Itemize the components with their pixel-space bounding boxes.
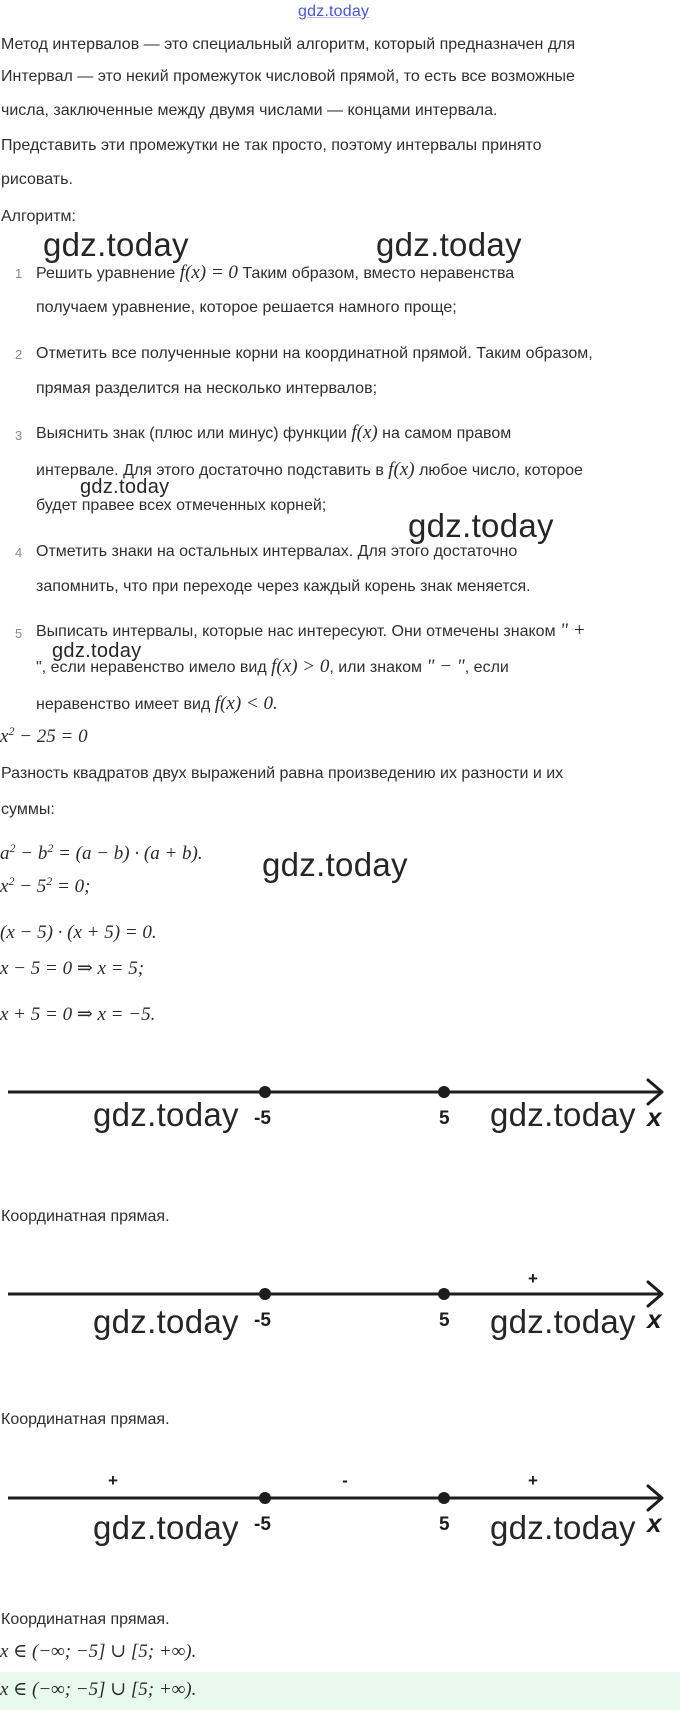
list-number: 4 <box>15 545 23 560</box>
watermark: gdz.today <box>262 846 408 883</box>
list-item-text: на самом правом <box>382 425 512 442</box>
interval-sign: + <box>528 1269 538 1288</box>
math-expression: " + <box>560 620 586 641</box>
intro-line-5: рисовать. <box>1 171 73 188</box>
root-point <box>438 1492 450 1504</box>
watermark: gdz.today <box>43 226 189 263</box>
list-item-text: Выяснить знак (плюс или минус) функции <box>36 425 347 442</box>
list-item-text: Выписать интервалы, которые нас интересуют. Они отмечены знаком <box>36 623 556 640</box>
intro-line-2: Интервал — это некий промежуток числовой прямой, то есть все возможные <box>1 68 575 85</box>
list-item-2-line-1: Отметить все полученные корни на координатной прямой. Таким образом, <box>36 345 593 362</box>
list-number: 2 <box>15 347 23 362</box>
root-point <box>259 1492 271 1504</box>
watermark: gdz.today <box>490 1509 636 1546</box>
axis-variable-label: x <box>647 1304 662 1334</box>
intro-line-1: Метод интервалов — это специальный алгоритм, который предназначен для <box>1 36 576 53</box>
step-2: (x − 5) · (x + 5) = 0. <box>0 922 157 943</box>
list-item-5-line-2 <box>36 657 509 678</box>
root-label: 5 <box>439 1108 450 1129</box>
list-item-2-line-2: прямая разделится на несколько интервалов; <box>36 380 378 397</box>
watermark: gdz.today <box>52 640 142 662</box>
list-item-5-line-3 <box>36 694 278 715</box>
list-item-text: , если <box>464 659 509 676</box>
intro-line-4: Представить эти промежутки не так просто, поэтому интервалы принято <box>1 137 542 154</box>
interval-sign: - <box>342 1471 348 1490</box>
list-item-4-line-1: Отметить знаки на остальных интервалах. Для этого достаточно <box>36 543 518 560</box>
root-point <box>259 1086 271 1098</box>
watermark: gdz.today <box>490 1096 636 1133</box>
formula-difference-of-squares: $a^2 - b^2 = (a - b) \cdot (a + b)$. <box>0 841 203 864</box>
root-point <box>259 1288 271 1300</box>
number-line-caption: Координатная прямая. <box>1 1411 170 1428</box>
list-item-1-line-1 <box>36 263 514 284</box>
watermark: gdz.today <box>490 1303 636 1340</box>
step-1: $x^2 - 5^2 = 0$; <box>0 874 91 897</box>
interval-sign: + <box>528 1471 538 1490</box>
math-expression: f(x) <box>388 459 415 480</box>
root-label: 5 <box>439 1514 450 1535</box>
interval-sign: + <box>108 1471 118 1490</box>
list-item-text: , или знаком <box>329 659 423 676</box>
watermark: gdz.today <box>93 1096 239 1133</box>
step-4: x + 5 = 0 ⇒ x = −5. <box>0 1004 156 1025</box>
root-label: -5 <box>254 1108 271 1129</box>
number-line-caption: Координатная прямая. <box>1 1611 170 1628</box>
intro-line-3: числа, заключенные между двумя числами — концами интервала. <box>1 102 498 119</box>
list-item-text: любое число, которое <box>419 462 583 479</box>
math-expression: f(x) < 0. <box>214 693 278 714</box>
list-number: 1 <box>15 266 23 281</box>
watermark: gdz.today <box>408 507 554 544</box>
answer-line-2: x ∈ (−∞; −5] ∪ [5; +∞). <box>0 1679 197 1700</box>
list-item-text: неравенство имеет вид <box>36 696 211 713</box>
math-expression: f(x) <box>351 422 378 443</box>
rule-line-2: суммы: <box>1 801 55 818</box>
watermark: gdz.today <box>93 1303 239 1340</box>
axis-variable-label: x <box>647 1508 662 1538</box>
math-expression: f(x) > 0 <box>271 656 330 677</box>
list-item-text: Решить уравнение <box>36 265 176 282</box>
list-item-text: ", если неравенство имело вид <box>36 659 267 676</box>
math-expression: f(x) = 0 <box>179 262 238 283</box>
list-item-3-line-1 <box>36 423 511 444</box>
list-item-1-line-2: получаем уравнение, которое решается намного проще; <box>36 299 457 316</box>
algorithm-title: Алгоритм: <box>1 208 76 225</box>
site-logo[interactable]: gdz.today <box>298 3 370 20</box>
list-item-3-line-3: будет правее всех отмеченных корней; <box>36 497 327 514</box>
root-point <box>438 1288 450 1300</box>
math-expression: " − " <box>426 656 465 677</box>
list-item-4-line-2: запомнить, что при переходе через каждый корень знак меняется. <box>36 578 531 595</box>
watermark: gdz.today <box>376 226 522 263</box>
list-item-5-line-1 <box>36 621 586 642</box>
axis-variable-label: x <box>647 1102 662 1132</box>
number-line-caption: Координатная прямая. <box>1 1208 170 1225</box>
root-label: -5 <box>254 1310 271 1331</box>
list-item-text: Таким образом, вместо неравенства <box>242 265 515 282</box>
list-item-text: интервале. Для этого достаточно подставить в <box>36 462 384 479</box>
step-3: x − 5 = 0 ⇒ x = 5; <box>0 958 145 979</box>
answer-line-1: x ∈ (−∞; −5] ∪ [5; +∞). <box>0 1641 197 1662</box>
watermark: gdz.today <box>93 1509 239 1546</box>
equation-main: $x^2 - 25 = 0$ <box>0 724 88 747</box>
list-number: 5 <box>15 626 23 641</box>
list-number: 3 <box>15 428 23 443</box>
root-point <box>438 1086 450 1098</box>
watermark: gdz.today <box>80 476 170 498</box>
root-label: -5 <box>254 1514 271 1535</box>
root-label: 5 <box>439 1310 450 1331</box>
rule-line-1: Разность квадратов двух выражений равна произведению их разности и их <box>1 765 564 782</box>
